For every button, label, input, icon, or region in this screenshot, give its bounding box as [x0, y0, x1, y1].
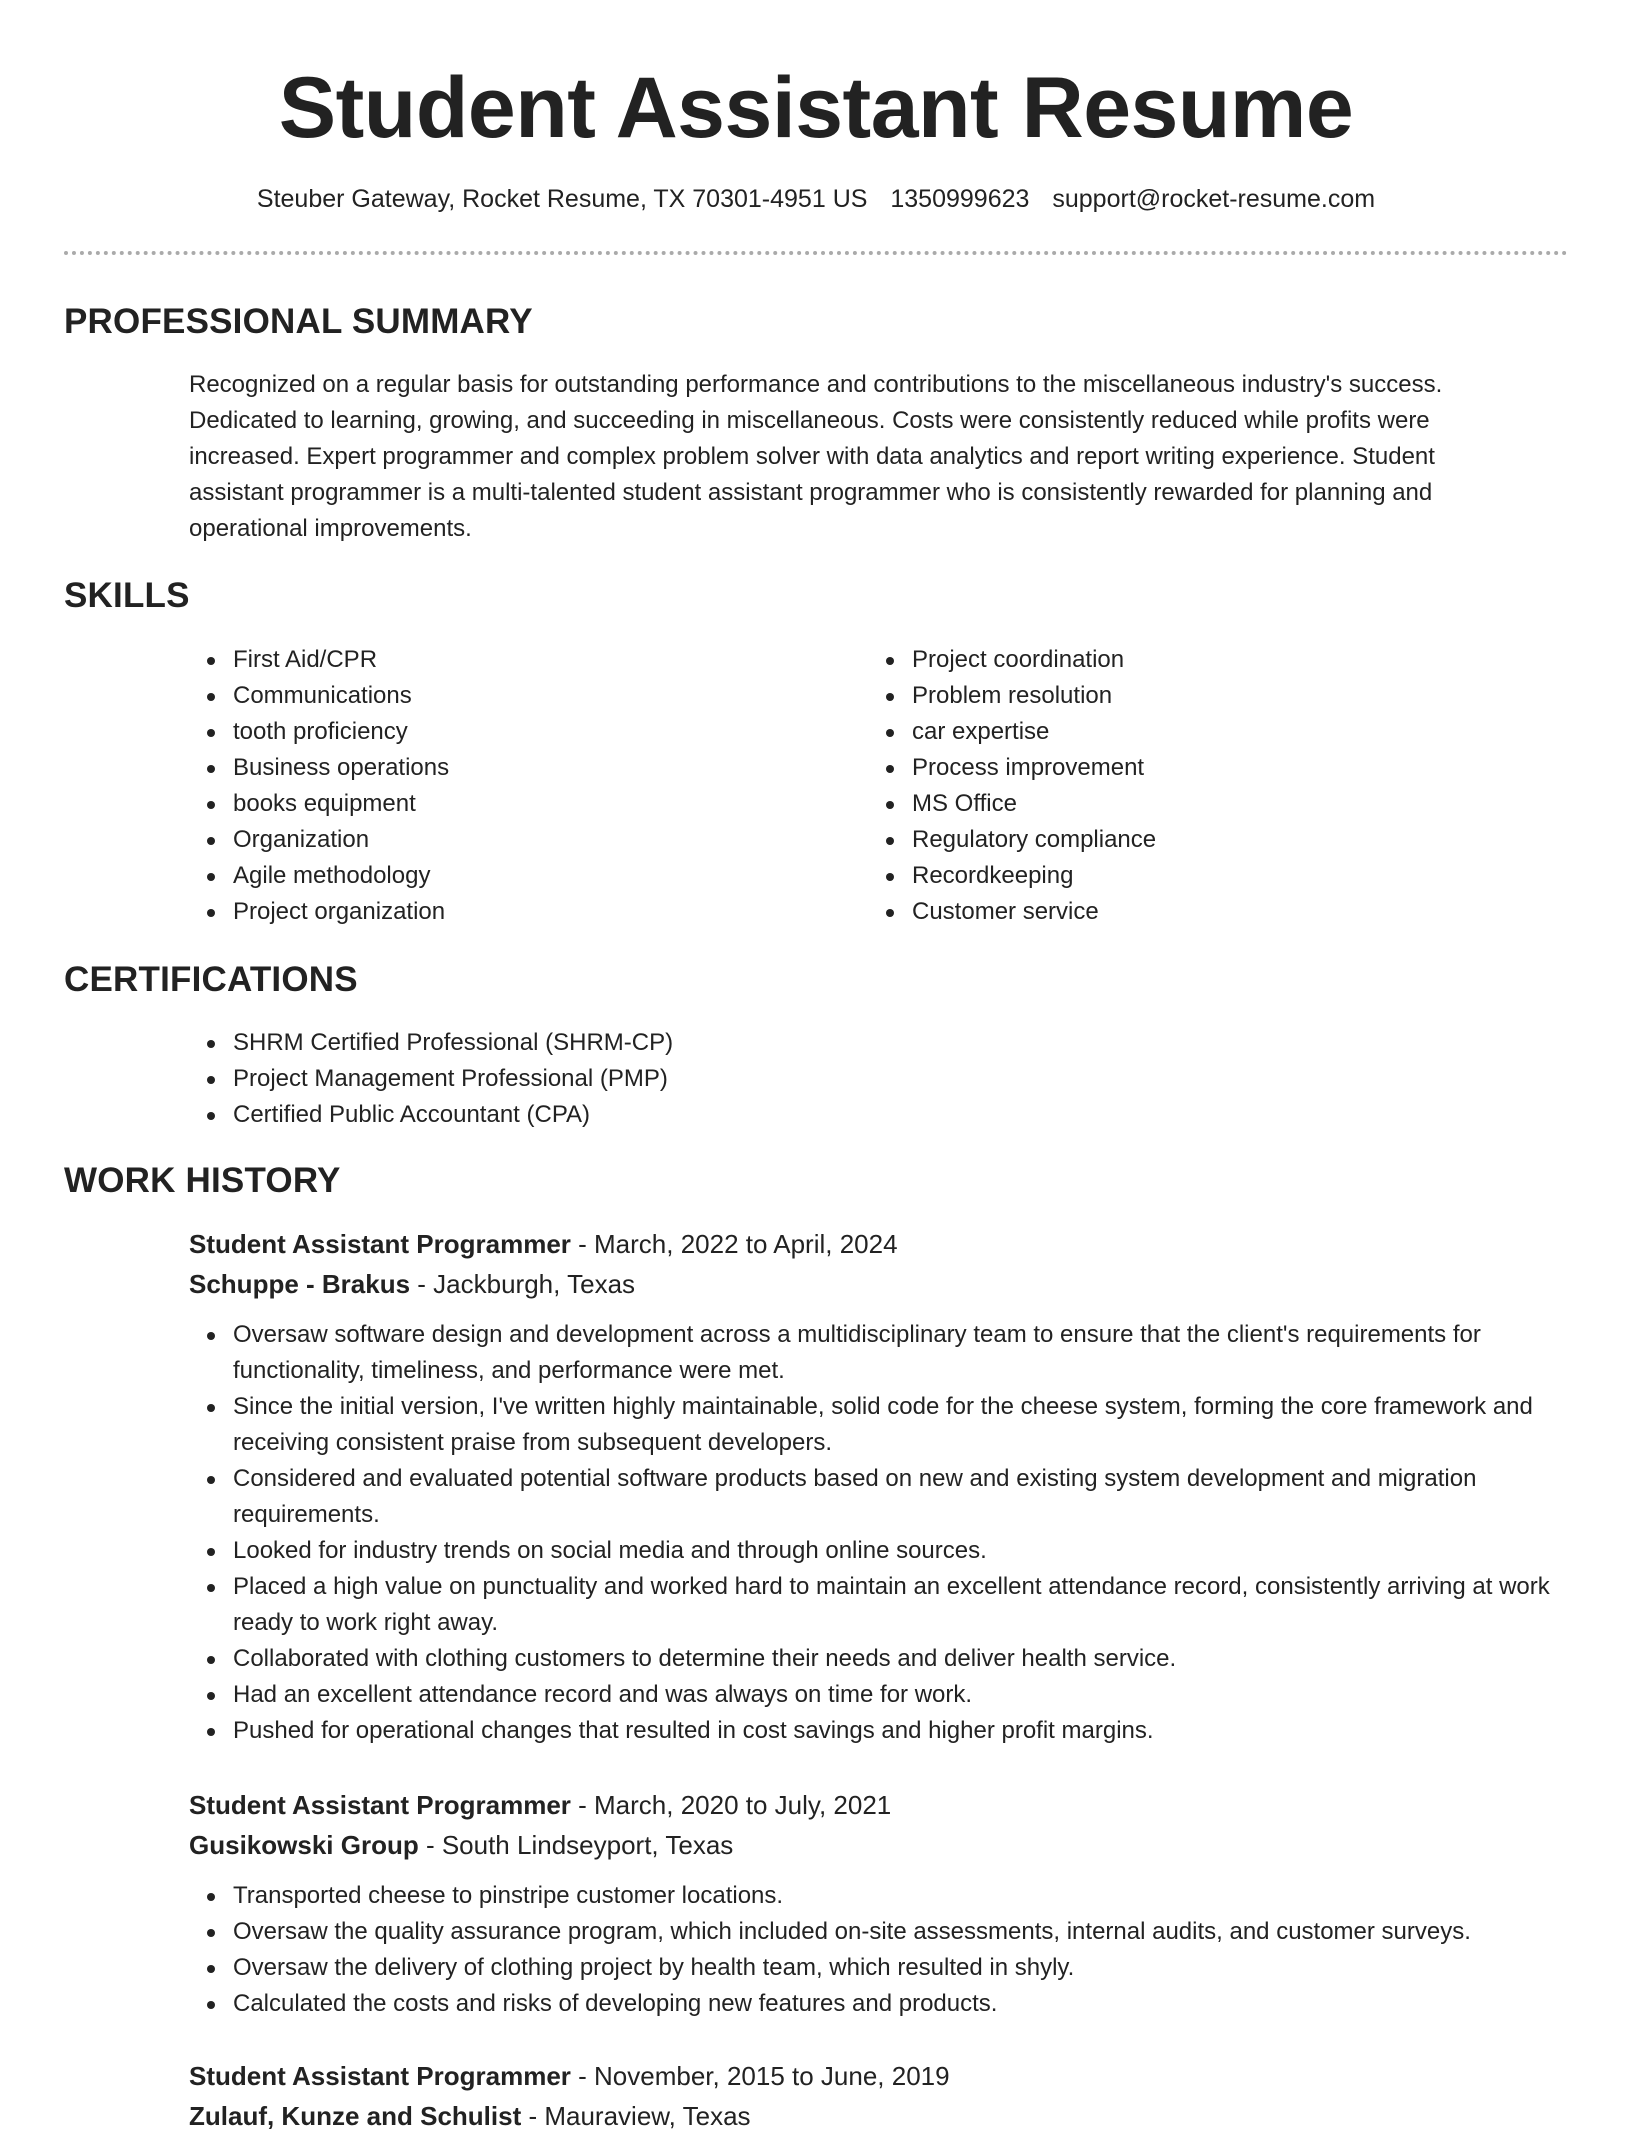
- job-location: - Mauraview, Texas: [521, 2101, 751, 2131]
- skill-item: Project organization: [233, 894, 793, 930]
- certifications-heading: CERTIFICATIONS: [64, 960, 358, 999]
- work-history-heading: WORK HISTORY: [64, 1161, 341, 1200]
- skill-item: Communications: [233, 678, 793, 714]
- certification-item: SHRM Certified Professional (SHRM-CP): [233, 1025, 673, 1061]
- skill-item: tooth proficiency: [233, 714, 793, 750]
- job-company-line: [189, 2097, 1549, 2135]
- job-entry: [189, 1786, 1549, 2022]
- skill-item: Organization: [233, 822, 793, 858]
- job-title-line: [189, 1225, 1549, 1263]
- job-company: Zulauf, Kunze and Schulist: [189, 2101, 522, 2131]
- job-title-line: [189, 1786, 1549, 1824]
- skill-item: Regulatory compliance: [912, 822, 1472, 858]
- summary-heading: PROFESSIONAL SUMMARY: [64, 302, 533, 341]
- job-company: Schuppe - Brakus: [189, 1269, 411, 1299]
- skill-item: books equipment: [233, 786, 793, 822]
- job-entry: [189, 1225, 1549, 1749]
- job-location: - Jackburgh, Texas: [410, 1269, 636, 1299]
- job-bullet: Oversaw the delivery of clothing project by health team, which resulted in shyly.: [233, 1950, 1553, 1986]
- skills-list-right: [912, 642, 1472, 930]
- job-company: Gusikowski Group: [189, 1830, 419, 1860]
- certification-item: Certified Public Accountant (CPA): [233, 1097, 673, 1133]
- certification-item: Project Management Professional (PMP): [233, 1061, 673, 1097]
- job-dates: - March, 2020 to July, 2021: [570, 1790, 892, 1820]
- skills-heading: SKILLS: [64, 576, 190, 615]
- skill-item: Project coordination: [912, 642, 1472, 678]
- job-bullet: Placed a high value on punctuality and worked hard to maintain an excellent attendance record, consistently arriving at work ready to work right away.: [233, 1569, 1553, 1641]
- job-bullet: Had an excellent attendance record and was always on time for work.: [233, 1677, 1553, 1713]
- skill-item: Problem resolution: [912, 678, 1472, 714]
- skill-item: Business operations: [233, 750, 793, 786]
- contact-line: [0, 182, 1632, 216]
- job-title: Student Assistant Programmer: [189, 1790, 571, 1820]
- skill-item: Process improvement: [912, 750, 1472, 786]
- job-location: - South Lindseyport, Texas: [418, 1830, 734, 1860]
- job-bullet: Pushed for operational changes that resulted in cost savings and higher profit margins.: [233, 1713, 1553, 1749]
- job-entry: [189, 2057, 1549, 2135]
- skill-item: car expertise: [912, 714, 1472, 750]
- skill-item: Agile methodology: [233, 858, 793, 894]
- job-bullets: [233, 1878, 1553, 2022]
- job-dates: - November, 2015 to June, 2019: [570, 2061, 950, 2091]
- job-bullet: Since the initial version, I've written highly maintainable, solid code for the cheese system, forming the core framework and receiving consistent praise from subsequent developers.: [233, 1389, 1553, 1461]
- job-bullet: Considered and evaluated potential software products based on new and existing system development and migration requirements.: [233, 1461, 1553, 1533]
- job-bullet: Looked for industry trends on social media and through online sources.: [233, 1533, 1553, 1569]
- job-bullet: Oversaw software design and development across a multidisciplinary team to ensure that the client's requirements for functionality, timeliness, and performance were met.: [233, 1317, 1553, 1389]
- contact-email: support@rocket-resume.com: [1052, 185, 1376, 213]
- job-dates: - March, 2022 to April, 2024: [570, 1229, 898, 1259]
- job-title: Student Assistant Programmer: [189, 2061, 571, 2091]
- summary-text: Recognized on a regular basis for outstanding performance and contributions to the miscellaneous industry's success. Dedicated to learning, growing, and succeeding in miscellaneous. Costs were consistently reduced while profits were increased. Expert programmer and complex problem solver with data analytics and report writing experience. Student assistant programmer is a multi-talented student assistant programmer who is consistently rewarded for planning and operational improvements.: [189, 371, 1443, 542]
- job-bullet: Calculated the costs and risks of developing new features and products.: [233, 1986, 1553, 2022]
- skill-item: First Aid/CPR: [233, 642, 793, 678]
- job-bullets: [233, 1317, 1553, 1749]
- job-bullet: Transported cheese to pinstripe customer locations.: [233, 1878, 1553, 1914]
- skill-item: Customer service: [912, 894, 1472, 930]
- job-title: Student Assistant Programmer: [189, 1229, 571, 1259]
- job-company-line: [189, 1265, 1549, 1303]
- certifications-list: [233, 1025, 673, 1133]
- job-bullet: Collaborated with clothing customers to determine their needs and deliver health service.: [233, 1641, 1553, 1677]
- job-title-line: [189, 2057, 1549, 2095]
- contact-address: Steuber Gateway, Rocket Resume, TX 70301-4951 US: [256, 185, 868, 213]
- header-divider: [64, 251, 1568, 255]
- resume-title: Student Assistant Resume: [278, 60, 1354, 156]
- contact-phone: 1350999623: [890, 185, 1030, 213]
- job-company-line: [189, 1826, 1549, 1864]
- skills-list-left: [233, 642, 793, 930]
- skill-item: MS Office: [912, 786, 1472, 822]
- job-bullet: Oversaw the quality assurance program, which included on-site assessments, internal audits, and customer surveys.: [233, 1914, 1553, 1950]
- skill-item: Recordkeeping: [912, 858, 1472, 894]
